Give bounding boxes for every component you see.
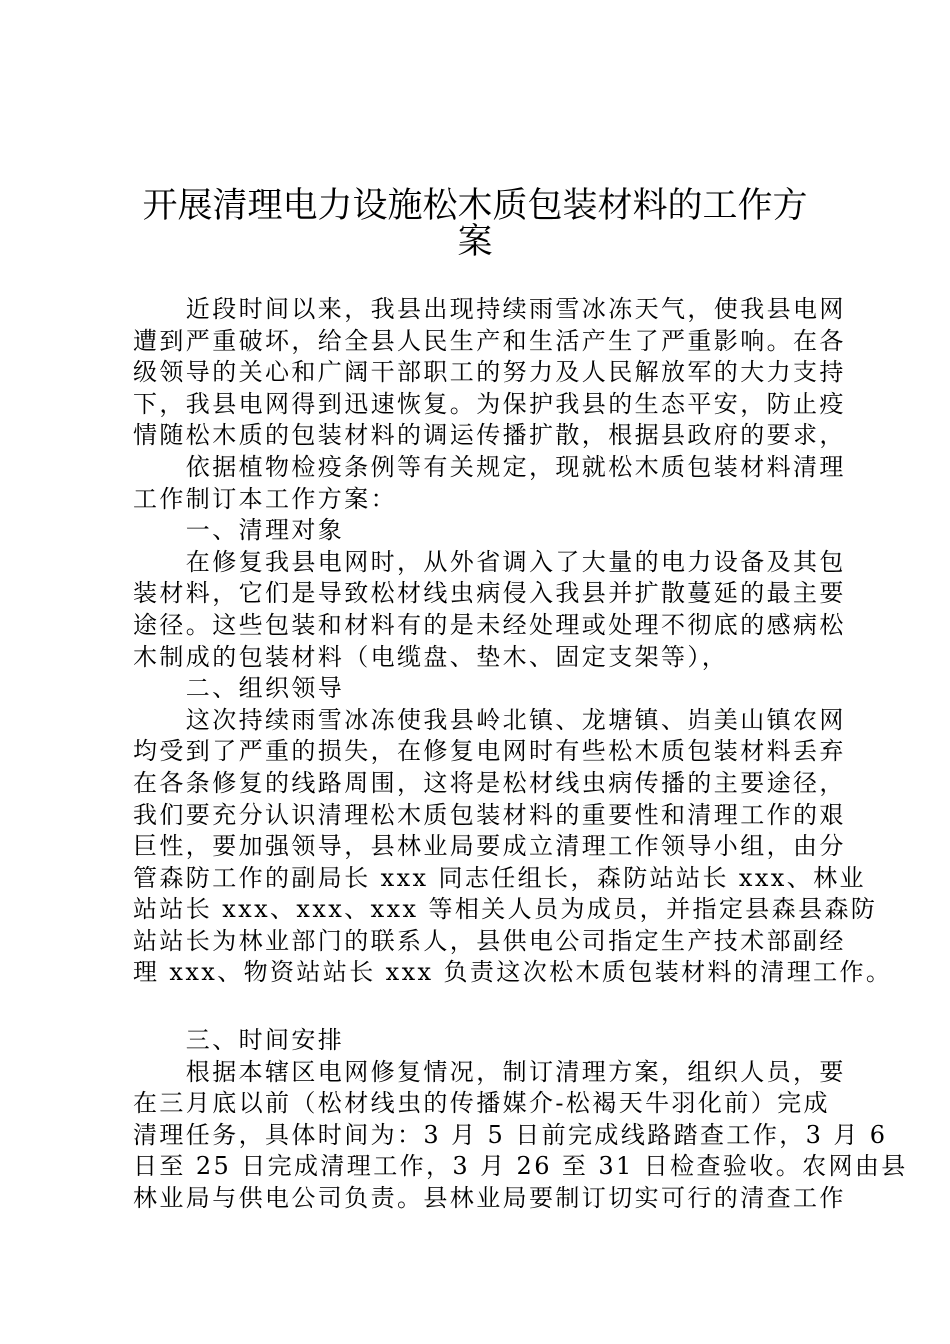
paragraph-line: 在各条修复的线路周围，这将是松材线虫病传播的主要途径，	[133, 768, 846, 797]
paragraph-line: 林业局与供电公司负责。县林业局要制订切实可行的清查工作	[133, 1184, 846, 1213]
section-heading-schedule: 三、时间安排	[133, 1026, 345, 1055]
paragraph-line: 途径。这些包装和材料有的是未经处理或处理不彻底的感病松	[133, 610, 846, 639]
paragraph-line: 这次持续雨雪冰冻使我县岭北镇、龙塘镇、岿美山镇农网	[133, 705, 846, 734]
paragraph-line: 下，我县电网得到迅速恢复。为保护我县的生态平安，防止疫	[133, 389, 846, 418]
paragraph-line: 在修复我县电网时，从外省调入了大量的电力设备及其包	[133, 547, 846, 576]
paragraph-line: 管森防工作的副局长 xxx 同志任组长，森防站站长 xxx、林业	[133, 863, 866, 892]
paragraph-line: 站站长 xxx、xxx、xxx 等相关人员为成员，并指定县森县森防	[133, 895, 878, 924]
section-heading-organization: 二、组织领导	[133, 674, 345, 703]
paragraph-line: 依据植物检疫条例等有关规定，现就松木质包装材料清理	[133, 452, 846, 481]
paragraph-line: 日至 25 日完成清理工作，3 月 26 至 31 日检查验收。农网由县	[133, 1152, 908, 1181]
paragraph-line: 巨性，要加强领导，县林业局要成立清理工作领导小组，由分	[133, 832, 846, 861]
paragraph-line: 遭到严重破坏，给全县人民生产和生活产生了严重影响。在各	[133, 326, 846, 355]
paragraph-line: 清理任务，具体时间为：3 月 5 日前完成线路踏查工作，3 月 6	[133, 1120, 888, 1149]
paragraph-line: 理 xxx、物资站站长 xxx 负责这次松木质包装材料的清理工作。	[133, 958, 893, 987]
paragraph-line: 情随松木质的包装材料的调运传播扩散，根据县政府的要求，	[133, 421, 846, 450]
paragraph-line: 站站长为林业部门的联系人，县供电公司指定生产技术部副经	[133, 926, 846, 955]
document-title-line-2: 案	[457, 222, 493, 262]
paragraph-line: 在三月底以前（松材线虫的传播媒介-松褐天牛羽化前）完成	[133, 1089, 830, 1118]
section-heading-cleanup-target: 一、清理对象	[133, 516, 345, 545]
paragraph-line: 均受到了严重的损失，在修复电网时有些松木质包装材料丢弃	[133, 737, 846, 766]
paragraph-line: 木制成的包装材料（电缆盘、垫木、固定支架等），	[133, 642, 729, 671]
paragraph-line: 工作制订本工作方案：	[133, 484, 397, 513]
document-title-line-1: 开展清理电力设施松木质包装材料的工作方	[142, 186, 808, 226]
document-body	[133, 294, 908, 1215]
paragraph-line: 我们要充分认识清理松木质包装材料的重要性和清理工作的艰	[133, 800, 846, 829]
paragraph-line: 近段时间以来，我县出现持续雨雪冰冻天气，使我县电网	[133, 295, 846, 323]
paragraph-line: 根据本辖区电网修复情况，制订清理方案，组织人员，要	[133, 1057, 846, 1086]
paragraph-line: 装材料，它们是导致松材线虫病侵入我县并扩散蔓延的最主要	[133, 579, 846, 608]
paragraph-gap	[133, 989, 823, 1025]
paragraph-line: 级领导的关心和广阔干部职工的努力及人民解放军的大力支持	[133, 358, 846, 387]
